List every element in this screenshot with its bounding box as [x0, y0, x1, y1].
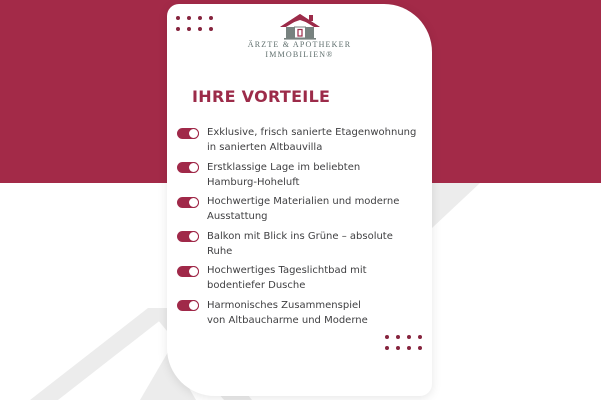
benefit-text [207, 160, 432, 190]
benefit-line: in sanierten Altbauvilla [207, 142, 323, 153]
benefit-line: Hochwertige Materialien und moderne [207, 196, 400, 207]
benefit-text [207, 263, 432, 293]
benefit-line: bodentiefer Dusche [207, 280, 306, 291]
brand-name-line2: IMMOBILIEN® [265, 50, 334, 59]
benefit-text [207, 194, 432, 224]
benefit-text [207, 125, 432, 155]
list-item [177, 229, 432, 259]
benefit-line: Erstklassige Lage im beliebten [207, 161, 361, 173]
benefit-line: Harmonisches Zusammenspiel [207, 299, 361, 311]
toggle-bullet-icon [177, 197, 199, 208]
benefit-line: Ausstattung [207, 211, 268, 222]
content-card [167, 4, 432, 396]
benefit-line: von Altbaucharme und Moderne [207, 314, 368, 326]
list-item [177, 194, 432, 224]
page-title: IHRE VORTEILE [192, 87, 331, 106]
toggle-bullet-icon [177, 231, 199, 242]
benefit-list [177, 125, 432, 328]
house-logo-icon [278, 12, 322, 40]
list-item [177, 160, 432, 190]
dots-ornament-bottom-right [385, 335, 422, 350]
brand-name-line1: ÄRZTE & APOTHEKER [247, 40, 352, 49]
benefit-text [207, 298, 432, 328]
dots-ornament-top-left [176, 16, 213, 31]
toggle-bullet-icon [177, 266, 199, 277]
benefit-line: Balkon mit Blick ins Grüne – absolute [207, 230, 393, 242]
list-item [177, 125, 432, 155]
benefit-line: Ruhe [207, 245, 233, 257]
toggle-bullet-icon [177, 128, 199, 139]
list-item [177, 298, 432, 328]
toggle-bullet-icon [177, 162, 199, 173]
benefit-line: Hamburg-Hoheluft [207, 176, 300, 188]
list-item [177, 263, 432, 293]
benefit-line: Hochwertiges Tageslichtbad mit [207, 265, 367, 276]
toggle-bullet-icon [177, 300, 199, 311]
benefit-line: Exklusive, frisch sanierte Etagenwohnung [207, 127, 417, 138]
benefit-text [207, 229, 432, 259]
